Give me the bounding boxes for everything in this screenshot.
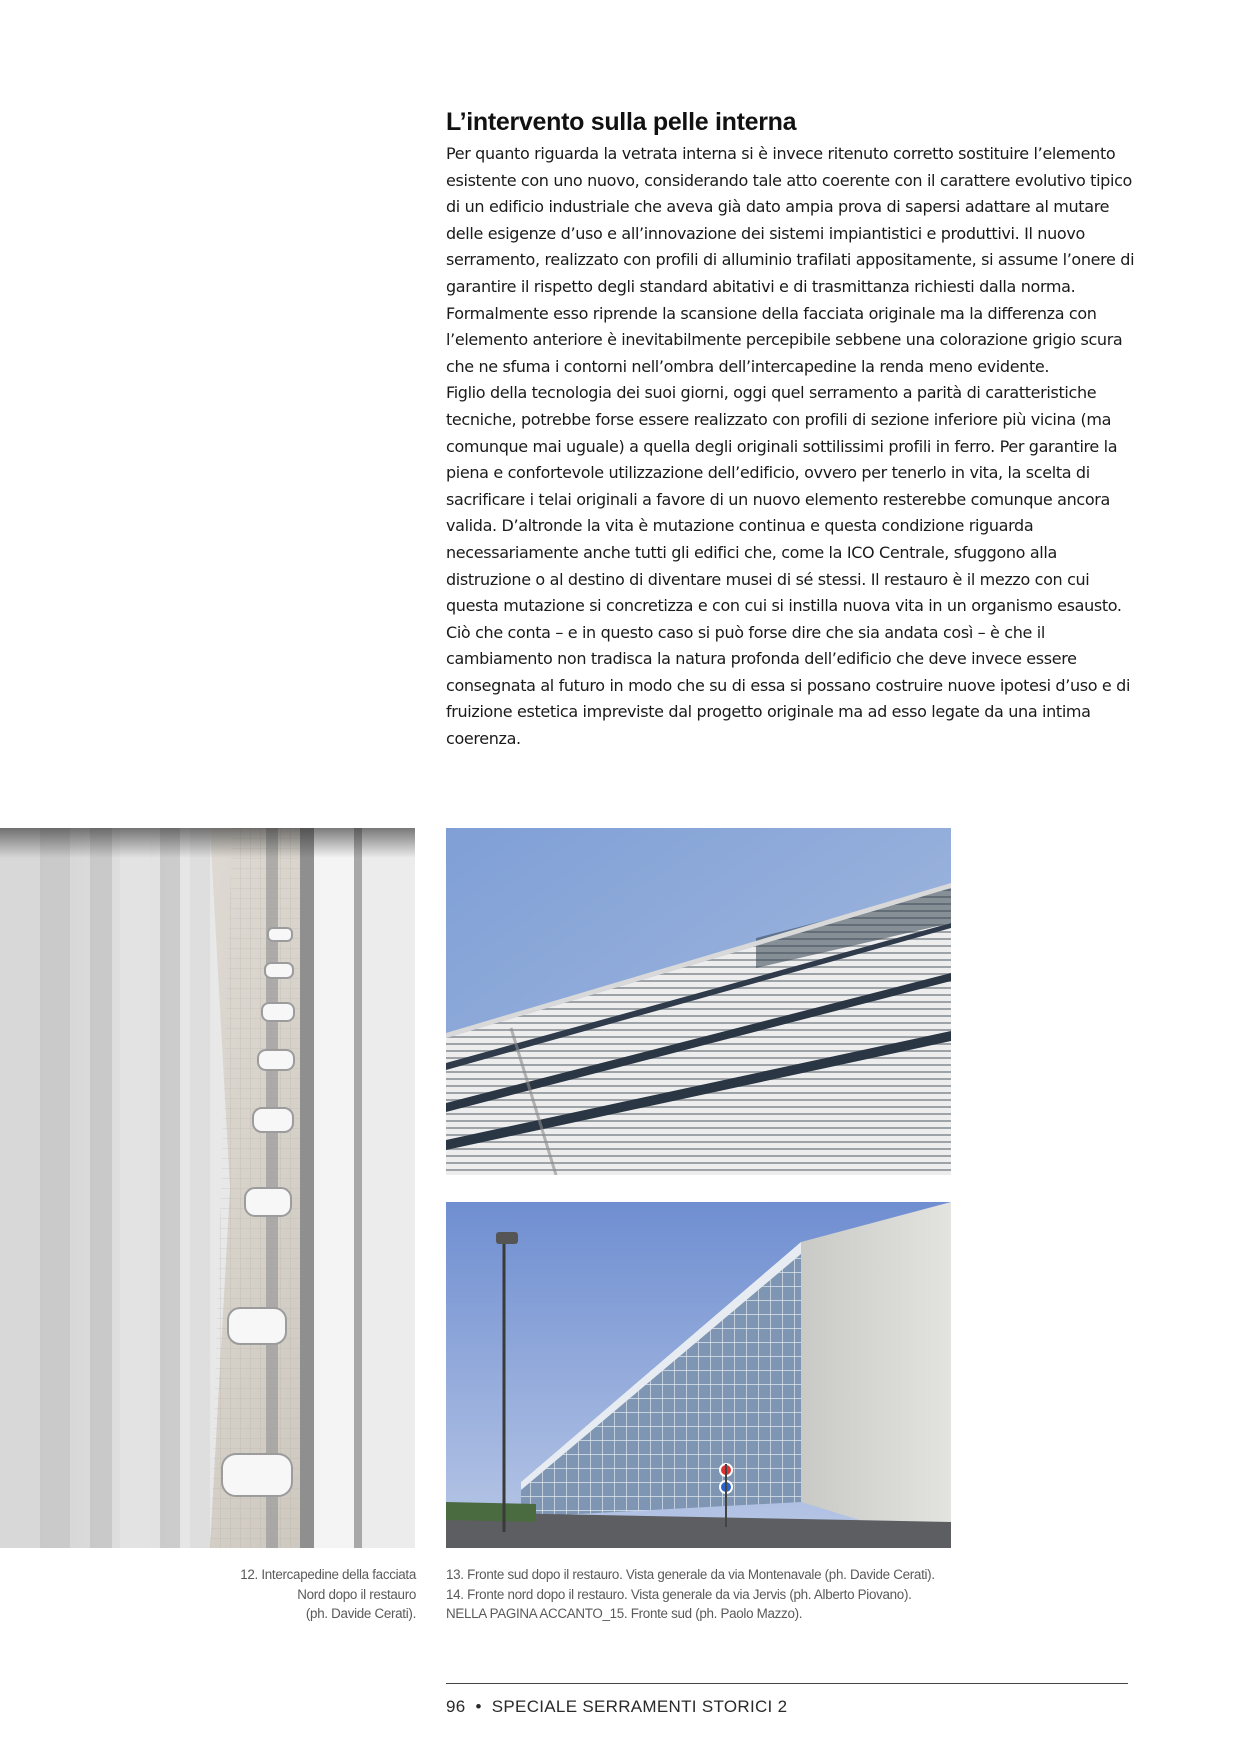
caption-line: (ph. Davide Cerati). [305,1606,416,1621]
caption-line: 14. Fronte nord dopo il restauro. Vista generale da via Jervis (ph. Alberto Piovano). [446,1586,912,1602]
photo-south-front [446,828,951,1175]
photo-facade-cavity [0,828,415,1548]
publication-title: SPECIALE SERRAMENTI STORICI 2 [491,1697,788,1716]
photo-north-front [446,1202,951,1548]
page-footer [446,1697,787,1717]
footer-separator: • [475,1697,482,1716]
caption-line: NELLA PAGINA ACCANTO_15. Fronte sud (ph. Paolo Mazzo). [446,1606,803,1621]
article-paragraph: Per quanto riguarda la vetrata interna si è invece ritenuto corretto sostituire l’elemento esistente con uno nuovo, considerando tale atto coerente con il carattere evolutivo tipico di un edificio industriale che aveva già dato ampia prova di sapersi adattare al mutare delle esigenze d’uso e all’innovazione dei sistemi impiantistici e produttivi. Il nuovo serramento, realizzato con profili di alluminio trafilati appositamente, si assume l’onere di garantire il rispetto degli standard abitativi e di trasmittanza richiesti dalla norma. Formalmente esso riprende la scansione della facciata originale ma la differenza con l’elemento anteriore è inevitabilmente percepibile sebbene una colorazione grigio scura che ne sfuma i contorni nell’ombra dell’intercapedine la renda meno evidente. [446,144,1135,376]
footer-divider [446,1683,1128,1684]
page-number: 96 [446,1697,466,1716]
article-heading: L’intervento sulla pelle interna [446,108,797,136]
caption-photos-13-14 [446,1565,1006,1624]
caption-line: 13. Fronte sud dopo il restauro. Vista generale da via Montenavale (ph. Davide Cerati). [446,1567,935,1582]
caption-photo-12 [160,1565,416,1624]
article-paragraph: Figlio della tecnologia dei suoi giorni, oggi quel serramento a parità di caratteristiche tecniche, potrebbe forse essere realizzato con profili di sezione inferiore più vicina (ma comunque mai uguale) a quella degli originali sottilissimi profili in ferro. Per garantire la piena e confortevole utilizzazione dell’edificio, ovvero per tenerlo in vita, la scelta di sacrificare i telai originali a favore di un nuovo elemento resterebbe comunque ancora valida. D’altronde la vita è mutazione continua e questa condizione riguarda necessariamente anche tutti gli edifici che, come la ICO Centrale, sfuggono alla distruzione o al destino di diventare musei di sé stessi. Il restauro è il mezzo con cui questa mutazione si concretizza e con cui si instilla nuova vita in un organismo esausto. Ciò che conta – e in questo caso si può forse dire che sia andata così – è che il cambiamento non tradisca la natura profonda dell’edificio che deve invece essere consegnata al futuro in modo che su di essa si possano costruire nuove ipotesi d’uso e di fruizione estetica impreviste dal progetto originale ma ad esso legate da una intima coerenza. [446,383,1131,749]
caption-line: 12. Intercapedine della facciata [240,1567,416,1582]
caption-line: Nord dopo il restauro [297,1586,416,1602]
article-body [446,141,1136,753]
